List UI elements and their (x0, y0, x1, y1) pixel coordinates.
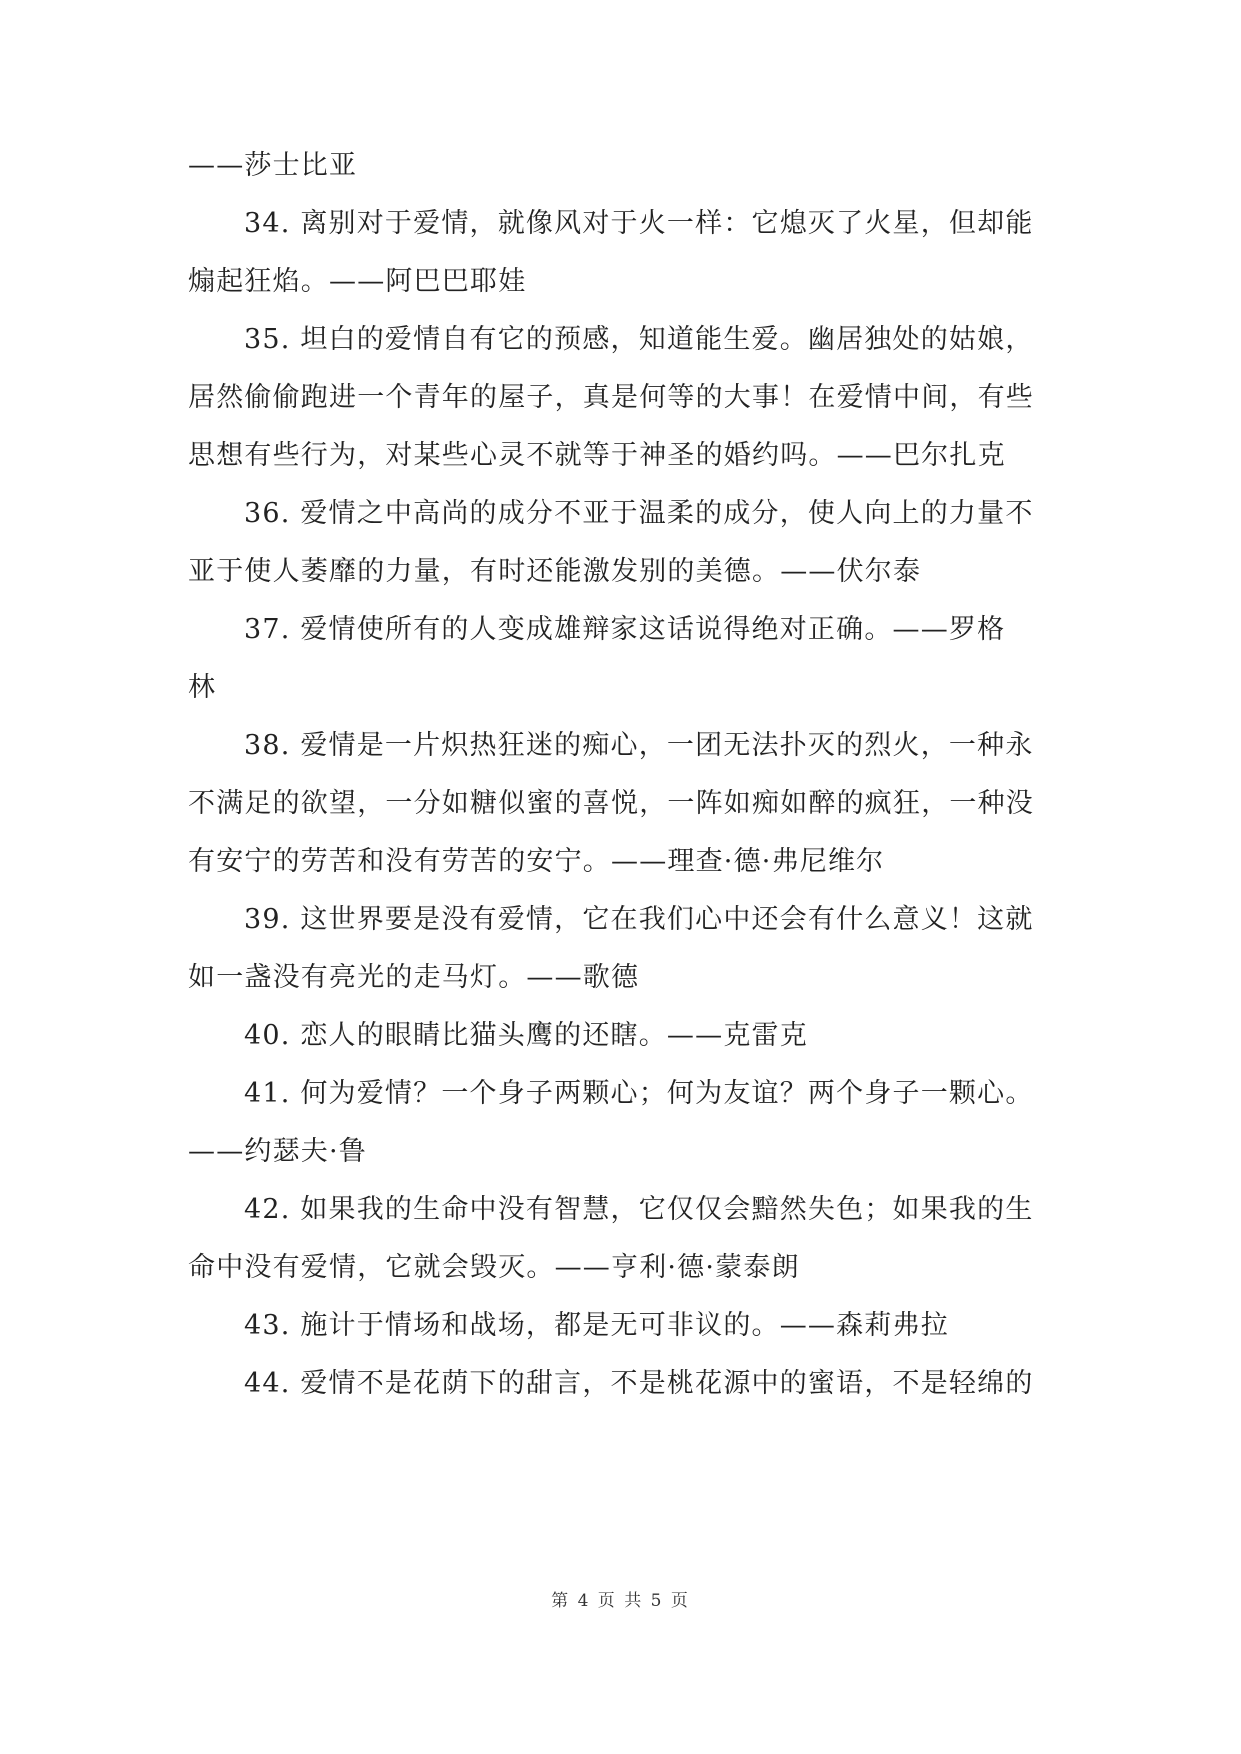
quote-41-line-2: ——约瑟夫·鲁 (188, 1136, 367, 1167)
quote-38-line-3: 有安宁的劳苦和没有劳苦的安宁。——理查·德·弗尼维尔 (188, 846, 885, 877)
quote-42-line-2: 命中没有爱情，它就会毁灭。——亨利·德·蒙泰朗 (188, 1252, 800, 1283)
quote-34-line-1: 34. 离别对于爱情，就像风对于火一样：它熄灭了火星，但却能 (244, 208, 1034, 239)
quote-35-line-2: 居然偷偷跑进一个青年的屋子，真是何等的大事！在爱情中间，有些 (188, 382, 1034, 413)
quote-39-line-1: 39. 这世界要是没有爱情，它在我们心中还会有什么意义！这就 (244, 904, 1034, 935)
quote-36-line-1: 36. 爱情之中高尚的成分不亚于温柔的成分，使人向上的力量不 (244, 498, 1034, 529)
quote-34-line-2: 煽起狂焰。——阿巴巴耶娃 (188, 266, 527, 297)
quote-41-line-1: 41. 何为爱情？一个身子两颗心；何为友谊？两个身子一颗心。 (244, 1078, 1034, 1109)
quote-37-line-1: 37. 爱情使所有的人变成雄辩家这话说得绝对正确。——罗格 (244, 614, 1006, 645)
quote-39-line-2: 如一盏没有亮光的走马灯。——歌德 (188, 962, 640, 993)
quote-40-line-1: 40. 恋人的眼睛比猫头鹰的还瞎。——克雷克 (244, 1020, 808, 1051)
quote-35-line-3: 思想有些行为，对某些心灵不就等于神圣的婚约吗。——巴尔扎克 (188, 440, 1006, 471)
quote-44-line-1: 44. 爱情不是花荫下的甜言，不是桃花源中的蜜语，不是轻绵的 (244, 1368, 1034, 1399)
quote-43-line-1: 43. 施计于情场和战场，都是无可非议的。——森莉弗拉 (244, 1310, 949, 1341)
quote-36-line-2: 亚于使人萎靡的力量，有时还能激发别的美德。——伏尔泰 (188, 556, 922, 587)
quote-38-line-1: 38. 爱情是一片炽热狂迷的痴心，一团无法扑灭的烈火，一种永 (244, 730, 1034, 761)
text-line: ——莎士比亚 (188, 150, 358, 181)
quote-38-line-2: 不满足的欲望，一分如糖似蜜的喜悦，一阵如痴如醉的疯狂，一种没 (188, 788, 1034, 819)
quote-35-line-1: 35. 坦白的爱情自有它的预感，知道能生爱。幽居独处的姑娘， (244, 324, 1034, 355)
quote-42-line-1: 42. 如果我的生命中没有智慧，它仅仅会黯然失色；如果我的生 (244, 1194, 1034, 1225)
quote-37-line-2: 林 (188, 672, 217, 703)
page-number-footer: 第 4 页 共 5 页 (551, 1591, 690, 1611)
